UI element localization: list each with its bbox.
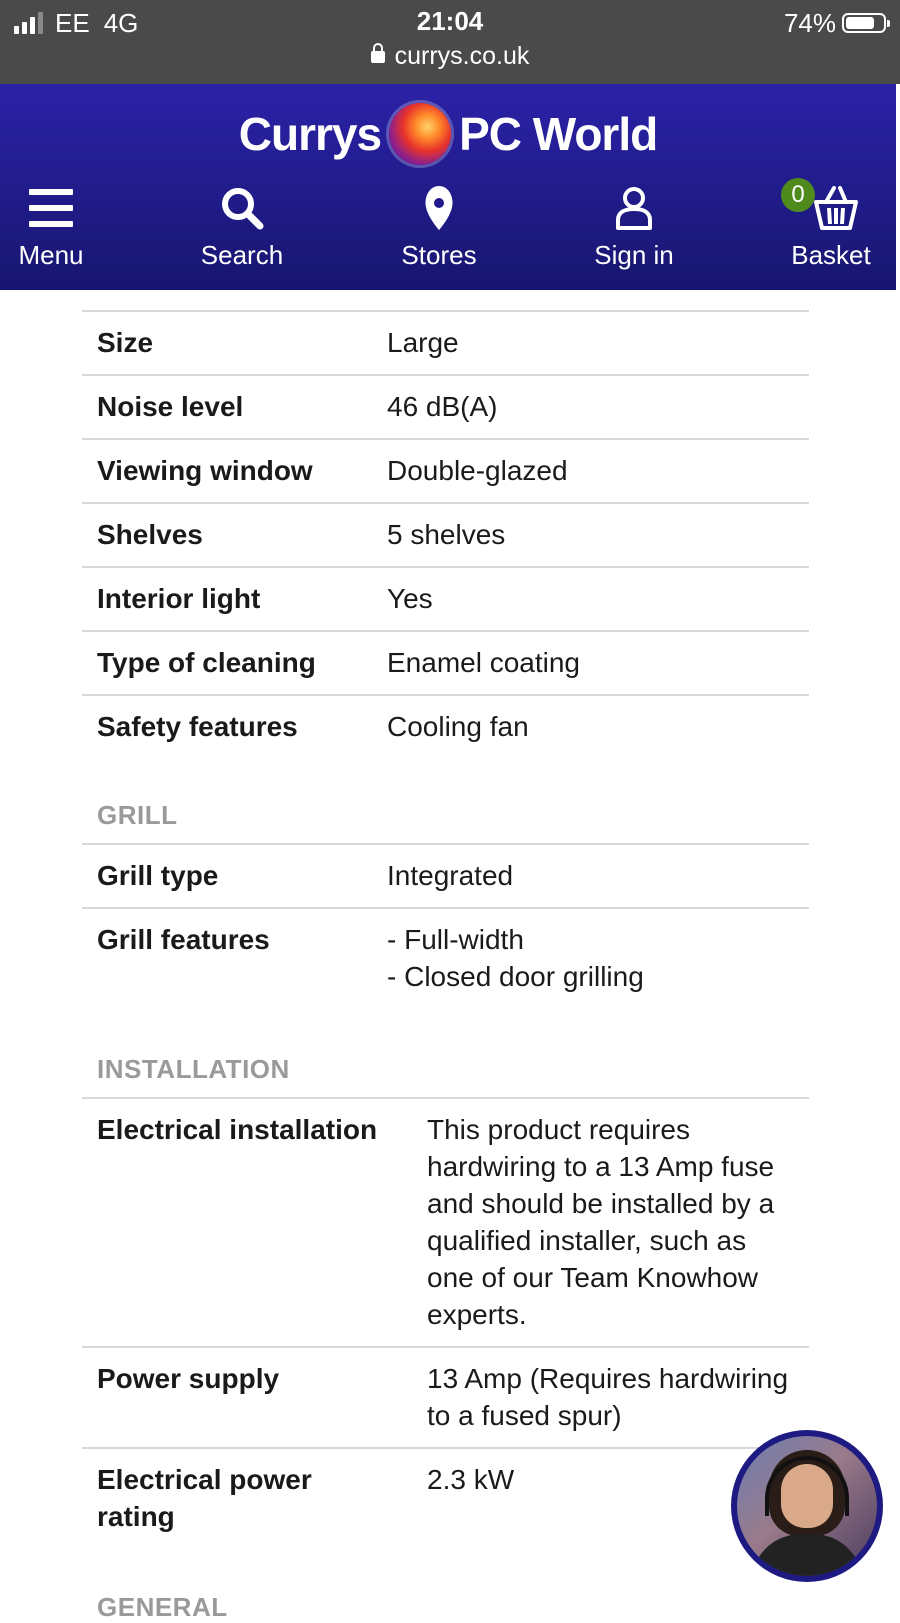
- spec-table-top: [82, 310, 809, 758]
- basket-icon: [812, 184, 860, 232]
- spec-row: [82, 567, 809, 631]
- spec-key: Electrical installation: [97, 1114, 378, 1145]
- spec-value: 5 shelves: [387, 519, 506, 550]
- stores-label: Stores: [401, 240, 477, 270]
- basket-button[interactable]: [751, 174, 900, 290]
- search-icon: [218, 184, 266, 232]
- spec-row: [82, 1347, 809, 1448]
- url-text: currys.co.uk: [394, 42, 530, 70]
- main-nav: [0, 174, 896, 290]
- status-right: [784, 8, 886, 38]
- status-bar: [0, 0, 900, 84]
- spec-value: This product requires hardwiring to a 13 Amp fuse and should be installed by a qualified installer, such as one of our Team Knowhow experts.: [427, 1114, 775, 1330]
- spec-row: [82, 631, 809, 695]
- spec-key: Electrical power rating: [97, 1464, 312, 1532]
- spec-key: Safety features: [97, 711, 298, 742]
- menu-label: Menu: [18, 240, 84, 270]
- menu-icon: [27, 184, 75, 232]
- spec-row: [82, 1098, 809, 1347]
- logo-swirl-icon: [389, 103, 451, 165]
- section-title-grill: GRILL: [97, 800, 178, 830]
- spec-row: [82, 439, 809, 503]
- live-chat-button[interactable]: [731, 1430, 883, 1582]
- sign-in-button[interactable]: [554, 174, 714, 290]
- spec-key: Grill features: [97, 924, 270, 955]
- spec-value: Large: [387, 327, 459, 358]
- grill-feature-line: - Full-width: [387, 924, 524, 955]
- carrier-label: EE: [55, 7, 90, 38]
- spec-table-installation: [82, 1097, 809, 1548]
- spec-row: [82, 908, 809, 1008]
- spec-value: Cooling fan: [387, 711, 529, 742]
- site-logo[interactable]: [0, 94, 896, 174]
- grill-feature-line: - Closed door grilling: [387, 961, 644, 992]
- basket-label: Basket: [791, 240, 871, 270]
- location-pin-icon: [415, 184, 463, 232]
- section-title-general: GENERAL: [97, 1592, 228, 1622]
- spec-key: Interior light: [97, 583, 261, 614]
- spec-row: [82, 503, 809, 567]
- spec-row: [82, 1448, 809, 1548]
- spec-value: Integrated: [387, 860, 514, 891]
- search-label: Search: [200, 240, 284, 270]
- spec-key: Power supply: [97, 1363, 280, 1394]
- network-label: 4G: [103, 7, 139, 38]
- menu-button[interactable]: [0, 174, 131, 290]
- clock: 21:04: [416, 6, 484, 36]
- section-title-installation: INSTALLATION: [97, 1054, 290, 1084]
- site-header: [0, 84, 896, 290]
- battery-percent: 74%: [783, 7, 836, 38]
- spec-key: Viewing window: [97, 455, 313, 486]
- spec-row: [82, 311, 809, 375]
- spec-key: Type of cleaning: [97, 647, 316, 678]
- user-icon: [610, 184, 658, 232]
- spec-row: [82, 844, 809, 908]
- basket-count-badge: 0: [781, 178, 815, 212]
- spec-value: 13 Amp (Requires hardwiring to a fused spur): [427, 1363, 789, 1431]
- spec-key: Size: [97, 327, 154, 358]
- address-bar[interactable]: [0, 42, 900, 71]
- spec-value: [387, 908, 809, 1008]
- spec-key: Noise level: [97, 391, 244, 422]
- spec-table-grill: [82, 843, 809, 1008]
- live-chat-avatar: [737, 1436, 877, 1576]
- spec-key: Grill type: [97, 860, 219, 891]
- spec-key: Shelves: [97, 519, 203, 550]
- spec-row: [82, 695, 809, 758]
- battery-icon: [842, 13, 886, 33]
- stores-button[interactable]: [359, 174, 519, 290]
- logo-text-currys: Currys: [238, 108, 382, 160]
- spec-row: [82, 375, 809, 439]
- logo-text-pcworld: PC World: [459, 108, 658, 160]
- spec-value: 46 dB(A): [387, 391, 498, 422]
- specifications: [82, 290, 809, 1623]
- spec-value: Double-glazed: [387, 455, 568, 486]
- search-button[interactable]: [162, 174, 322, 290]
- spec-value: Yes: [387, 583, 433, 614]
- spec-value: 2.3 kW: [427, 1464, 515, 1495]
- sign-in-label: Sign in: [594, 240, 674, 270]
- lock-icon: [371, 51, 385, 63]
- spec-value: Enamel coating: [387, 647, 581, 678]
